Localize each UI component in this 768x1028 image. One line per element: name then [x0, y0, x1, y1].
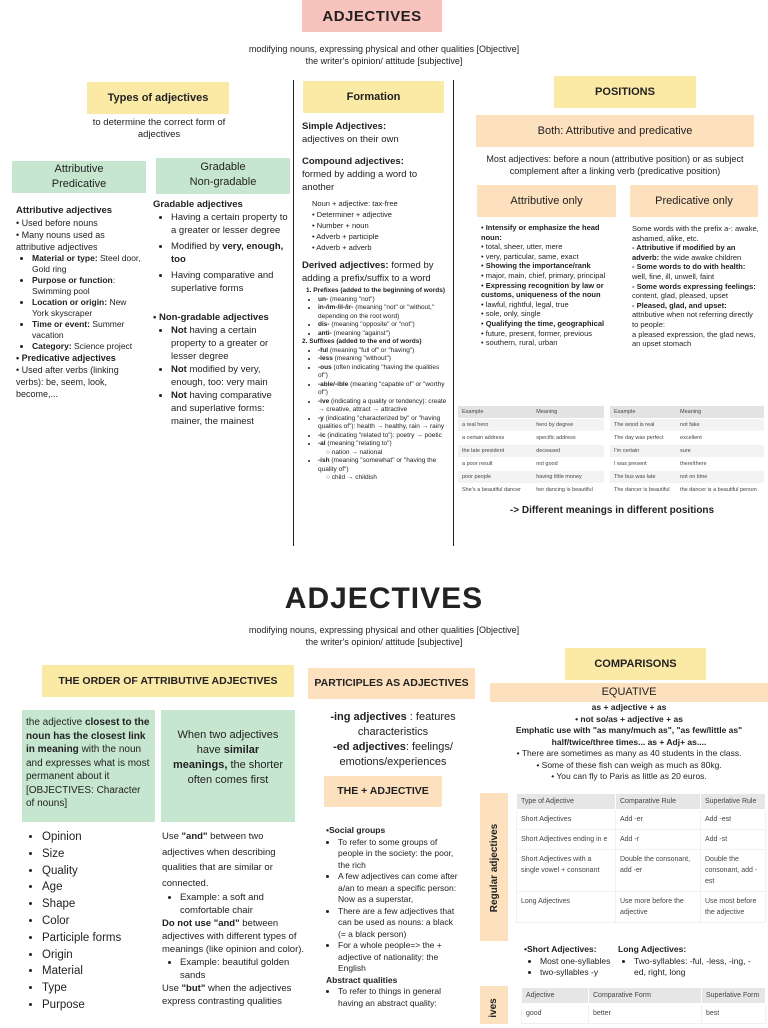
table-cell: the dancer is a beautiful person [676, 484, 764, 497]
second-page-title: ADJECTIVES [284, 582, 484, 615]
subtitle-line-2: the writer's opinion/ attitude [subjective] [305, 637, 463, 647]
compound-list [302, 198, 450, 253]
table-cell: not good [532, 458, 604, 471]
table-cell: The wood is real [610, 419, 676, 432]
prefix-item: • dis- (meaning "opposite" or "not") [318, 321, 450, 330]
table-cell: She's a beautiful dancer [458, 484, 532, 497]
not-and-example: • Example: beautiful golden sands [180, 956, 307, 982]
attributive-section [16, 205, 144, 400]
equative-example: • You can fly to Paris as little as 20 euros. [551, 771, 707, 781]
table-row [610, 458, 764, 471]
predicative-heading: • Predicative adjectives [16, 353, 116, 363]
order-item: • Quality [42, 863, 162, 880]
not-and-rule: Do not use "and" between adjectives with different types of meanings (like opinion and color). [162, 918, 305, 955]
table-cell: The bus was late [610, 471, 676, 484]
table-header-cell: Meaning [532, 406, 604, 419]
non-gradable-list [153, 324, 289, 428]
gradable-label-text: Gradable [200, 161, 246, 173]
attr-only-item: • Showing the importance/rank [481, 261, 591, 271]
order-item: • Origin [42, 947, 162, 964]
table-cell: hero by degree [532, 419, 604, 432]
subtitle-line-2: the writer's opinion/ attitude [subjective] [305, 56, 463, 66]
social-groups-list [326, 837, 462, 975]
not-and-example-list [162, 956, 307, 982]
pred-only-item: - Some words expressing feelings: content, glad, pleased, upset [632, 281, 756, 301]
equative-rule: as + adjective + as [591, 702, 667, 712]
table-header-cell: Superlative Rule [701, 794, 766, 810]
adjective-length-row [524, 944, 764, 979]
non-gradable-item: • Not having comparative and superlative forms: mainer, the mainest [171, 389, 289, 428]
order-item: • Purpose [42, 997, 162, 1014]
table-cell: I'm certain [610, 445, 676, 458]
the-adjective-section [326, 825, 462, 1009]
pred-only-intro: Some words with the prefix a-: awake, ashamed, alike, etc. [632, 224, 759, 243]
participles-header: PARTICIPLES AS ADJECTIVES [308, 668, 475, 699]
table-row [458, 419, 604, 432]
short-adjectives-note [524, 944, 618, 979]
table-row [458, 445, 604, 458]
suffix-item: • -able/-ible (meaning "capable of" or "worthy of") [318, 381, 450, 398]
attributive-item: • Used before nouns [16, 218, 98, 228]
attributive-label: Attributive [54, 163, 104, 175]
predicative-item: • Used after verbs (linking verbs): be, seem, look, become,... [16, 365, 119, 399]
table-header-cell: Superlative Form [702, 988, 766, 1004]
types-header: Types of adjectives [87, 82, 229, 114]
non-gradable-label-text: Non-gradable [189, 176, 257, 188]
attributive-predicative-label [12, 161, 146, 193]
attributive-subitem: • Time or event: Summer vacation [32, 319, 144, 341]
second-page-subtitle [150, 624, 618, 648]
attributive-subitem: • Category: Science project [32, 341, 144, 352]
table-cell: Add -st [701, 830, 766, 850]
suffix-item: • -y (indicating "characterized by" or "having qualities of"): health → healthy, rain → rainy [318, 415, 450, 432]
table-cell: the late president [458, 445, 532, 458]
long-adjectives-note [618, 944, 758, 979]
table-cell: sure [676, 445, 764, 458]
table-cell: The dancer is beautiful [610, 484, 676, 497]
compound-desc: formed by adding a word to another [302, 169, 418, 193]
table-cell: Add -er [616, 810, 701, 830]
social-groups-heading: •Social groups [326, 825, 386, 835]
table-header-row [517, 794, 766, 810]
equative-rule: Emphatic use with "as many/much as", "as few/little as" [515, 725, 743, 735]
social-item: • To refer to some groups of people in the society: the poor, the rich [338, 837, 462, 872]
regular-adjectives-label-text: Regular adjectives [489, 823, 500, 913]
gradable-heading: Gradable adjectives [153, 199, 243, 210]
suffix-heading: 2. Suffixes (added to the end of words) [302, 338, 422, 345]
participles-desc [318, 710, 468, 770]
attributive-sublist [16, 253, 144, 352]
types-description: to determine the correct form of adjectives [92, 117, 226, 140]
predicative-meaning-table [610, 406, 764, 497]
prefix-heading: 1. Prefixes (added to the beginning of words) [306, 287, 446, 294]
table-cell: Short Adjectives with a single vowel + consonant [517, 850, 616, 892]
table-cell: Use more before the adjective [616, 892, 701, 923]
simple-heading: Simple Adjectives: [302, 121, 387, 132]
attr-only-item: • southern, rural, urban [481, 338, 558, 348]
and-rule: Use "and" between two adjectives when describing qualities that are similar or connected. [162, 831, 276, 889]
order-item: • Shape [42, 896, 162, 913]
attr-only-item: • very, particular, same, exact [481, 251, 579, 261]
both-positions-desc: Most adjectives: before a noun (attributive position) or as subject complement after a linking verb (predicative position) [486, 154, 744, 176]
formation-section [302, 120, 450, 483]
suffix-item: • -ic (indicating "related to"): poetry → poetic [318, 432, 450, 441]
table-cell: there/there [676, 458, 764, 471]
similar-meaning-box: When two adjectives have similar meanings, the shorter often comes first [161, 710, 295, 822]
suffix-item: • -al (meaning "relating to") ○ nation → national [318, 440, 450, 457]
closest-noun-box: the adjective closest to the noun has the closest link in meaning with the noun and expresses what is most permanent about it [OBJECTIVES: Character of nouns] [22, 710, 155, 822]
order-header: THE ORDER OF ATTRIBUTIVE ADJECTIVES [42, 665, 294, 697]
table-cell: deceased [532, 445, 604, 458]
table-cell: having little money [532, 471, 604, 484]
order-item: • Opinion [42, 829, 162, 846]
table-cell: excellent [676, 432, 764, 445]
social-item: • A few adjectives can come after a/an to mean a specific person: Now as a superstar, [338, 871, 462, 906]
positions-header: POSITIONS [554, 76, 696, 108]
attr-only-item: • total, sheer, utter, mere [481, 242, 563, 252]
attributive-only-box: Attributive only [477, 185, 616, 217]
table-header-cell: Example [458, 406, 532, 419]
affix-list [302, 287, 450, 483]
table-row [610, 419, 764, 432]
equative-header: EQUATIVE [490, 683, 768, 702]
gradable-item: • Having a certain property to a greater or lesser degree [171, 211, 289, 237]
table-cell: not fake [676, 419, 764, 432]
suffix-example: ○ child → childish [326, 474, 377, 481]
predicative-only-box: Predicative only [630, 185, 758, 217]
table-cell: Long Adjectives [517, 892, 616, 923]
attributive-subitem: • Material or type: Steel door, Gold ring [32, 253, 144, 275]
table-header-row [458, 406, 604, 419]
and-usage-section [162, 829, 307, 1008]
table-cell: Add -r [616, 830, 701, 850]
but-rule: Use "but" when the adjectives express contrasting qualities [162, 983, 292, 1007]
table-row [458, 432, 604, 445]
attr-only-item: • sole, only, single [481, 309, 541, 319]
suffix-item: • -less (meaning "without") [318, 355, 450, 364]
comparisons-header: COMPARISONS [565, 648, 706, 680]
formation-header: Formation [303, 81, 444, 113]
order-item: • Material [42, 963, 162, 980]
attributive-item: • Many nouns used as attributive adjectives [16, 230, 105, 252]
social-item: • For a whole people=> the + adjective of nationality: the English [338, 940, 462, 975]
short-adjectives-heading: •Short Adjectives: [524, 944, 597, 954]
attr-only-item: • Intensify or emphasize the head noun: [481, 223, 600, 242]
adjective-length-notes [524, 944, 764, 979]
table-cell: poor people [458, 471, 532, 484]
pred-only-item: - Attributive if modified by an adverb: the wide awake children [632, 243, 742, 262]
table-cell: Use most before the adjective [701, 892, 766, 923]
attr-only-item: • lawful, rightful, legal, true [481, 299, 569, 309]
table-cell: I was present [610, 458, 676, 471]
table-cell: not on time [676, 471, 764, 484]
table-cell: best [702, 1004, 766, 1024]
order-item: • Size [42, 846, 162, 863]
suffix-list [302, 347, 450, 483]
table-row [610, 471, 764, 484]
page-subtitle [150, 43, 618, 67]
predicative-label: Predicative [51, 178, 107, 190]
table-row [517, 810, 766, 830]
equative-example: • Some of these fish can weigh as much as 80kg. [536, 759, 722, 770]
subtitle-line-1: modifying nouns, expressing physical and other qualities [Objective] [248, 44, 520, 54]
non-gradable-item: • Not having a certain property to a greater or lesser degree [171, 324, 289, 363]
equative-rules [490, 702, 768, 783]
prefix-list [302, 296, 450, 339]
column-divider [293, 80, 294, 546]
table-row [458, 458, 604, 471]
both-positions-box: Both: Attributive and predicative [476, 115, 754, 147]
suffix-item: • -ous (often indicating "having the qualities of") [318, 364, 450, 381]
predicative-only-list [632, 224, 760, 349]
abstract-list [326, 986, 462, 1009]
gradable-item: • Having comparative and superlative forms [171, 269, 289, 295]
table-cell: Double the consonant, add -er [616, 850, 701, 892]
table-header-cell: Adjective [522, 988, 589, 1004]
table-header-cell: Comparative Form [589, 988, 702, 1004]
non-gradable-heading: • Non-gradable adjectives [153, 312, 269, 323]
table-row [458, 471, 604, 484]
attributive-subitem: • Purpose or function: Swimming pool [32, 275, 144, 297]
non-gradable-item: • Not modified by very, enough, too: very main [171, 363, 289, 389]
equative-rule: • not so/as + adjective + as [575, 713, 683, 724]
gradable-item: • Modified by very, enough, too [171, 240, 289, 266]
simple-desc: adjectives on their own [302, 134, 399, 145]
table-header-row [522, 988, 766, 1004]
table-cell: Double the consonant, add -est [701, 850, 766, 892]
table-row [610, 445, 764, 458]
order-list [30, 829, 162, 1014]
prefix-item: • un- (meaning "not") [318, 296, 450, 305]
positions-footer: -> Different meanings in different positions [509, 505, 715, 516]
prefix-item: • anti- (meaning "against") [318, 330, 450, 339]
table-cell: a poor result [458, 458, 532, 471]
table-header-cell: Type of Adjective [517, 794, 616, 810]
regular-adjectives-table [516, 793, 766, 923]
pred-only-item: - Some words to do with health: well, fine, ill, unwell, faint [632, 262, 746, 281]
compound-item: • Adverb + participle [312, 232, 379, 241]
table-cell: The day was perfect [610, 432, 676, 445]
table-row [522, 1004, 766, 1024]
ed-adjectives: -ed adjectives: feelings/ emotions/experiences [333, 741, 453, 768]
order-item: • Type [42, 980, 162, 997]
and-example-list [162, 891, 307, 917]
ing-adjectives: -ing adjectives : features characteristics [330, 711, 456, 738]
table-cell: a real hero [458, 419, 532, 432]
table-header-cell: Example [610, 406, 676, 419]
table-row [610, 432, 764, 445]
long-adjectives-heading: Long Adjectives: [618, 944, 687, 954]
table-cell: her dancing is beautiful [532, 484, 604, 497]
pred-only-item: a pleased expression, the glad news, an upset stomach [632, 329, 756, 349]
table-header-row [610, 406, 764, 419]
order-item: • Participle forms [42, 930, 162, 947]
short-adjectives-list [524, 956, 618, 979]
attr-only-item: • major, main, chief, primary, principal [481, 270, 606, 280]
social-item: • There are a few adjectives that can be used as nouns: a black (= a black person) [338, 906, 462, 941]
derived-line: Derived adjectives: formed by adding a prefix/suffix to a word [302, 260, 434, 284]
table-row [610, 484, 764, 497]
irregular-adjectives-label-text: ives [488, 998, 499, 1018]
table-cell: specific address [532, 432, 604, 445]
table-cell: a certain address [458, 432, 532, 445]
suffix-item: • -ish (meaning "somewhat" or "having the quality of") ○ child → childish [318, 457, 450, 483]
equative-example: • There are sometimes as many as 40 students in the class. [516, 748, 742, 758]
attributive-only-list [481, 223, 621, 348]
the-adjective-header: THE + ADJECTIVE [324, 776, 442, 807]
suffix-item: • -ful (meaning "full of" or "having") [318, 347, 450, 356]
long-adjective-item: • Two-syllables: -ful, -less, -ing, -ed, right, long [634, 956, 758, 979]
table-cell: good [522, 1004, 589, 1024]
abstract-heading: Abstract qualities [326, 974, 398, 985]
compound-heading: Compound adjectives: [302, 156, 404, 167]
attr-only-item: • Qualifying the time, geographical [481, 318, 605, 328]
table-row [517, 830, 766, 850]
table-row [458, 484, 604, 497]
table-cell: Short Adjectives ending in e [517, 830, 616, 850]
long-adjectives-list [618, 956, 758, 979]
table-header-cell: Comparative Rule [616, 794, 701, 810]
compound-item: • Number + noun [312, 221, 369, 230]
table-cell: better [589, 1004, 702, 1024]
attr-only-item: • future, present, former, previous [481, 328, 593, 338]
table-row [517, 892, 766, 923]
compound-item: • Determiner + adjective [312, 210, 392, 219]
gradable-label [156, 158, 290, 194]
short-adjective-item: • Most one-syllables [540, 956, 618, 968]
subtitle-line-1: modifying nouns, expressing physical and other qualities [Objective] [248, 625, 520, 635]
abstract-item: • To refer to things in general having an abstract quality: [338, 986, 462, 1009]
gradable-list [153, 211, 289, 295]
table-header-cell: Meaning [676, 406, 764, 419]
prefix-item: • in-/im-/il-/ir- (meaning "not" or "without," depending on the root word) [318, 304, 450, 321]
page-title: ADJECTIVES [302, 0, 442, 32]
equative-rule: half/twice/three times... as + Adj+ as.... [551, 736, 707, 747]
compound-item: Noun + adjective: tax-free [312, 199, 398, 208]
attributive-subitem: • Location or origin: New York skyscraper [32, 297, 144, 319]
table-row [517, 850, 766, 892]
suffix-item: • -ive (indicating a quality or tendency): create → creative, attract → attractive [318, 398, 450, 415]
order-item: • Color [42, 913, 162, 930]
gradable-section [153, 198, 289, 428]
attributive-heading: Attributive adjectives [16, 205, 113, 216]
pred-only-item: - Pleased, glad, and upset: attributive when not referring directly to people: [632, 300, 753, 329]
compound-item: • Adverb + adverb [312, 243, 372, 252]
attributive-meaning-table [458, 406, 604, 497]
order-item: • Age [42, 879, 162, 896]
irregular-adjectives-table [521, 987, 766, 1024]
column-divider [453, 80, 454, 546]
suffix-example: ○ nation → national [326, 448, 383, 456]
table-cell: Add -est [701, 810, 766, 830]
short-adjective-item: • two-syllables -y [540, 967, 618, 979]
table-cell: Short Adjectives [517, 810, 616, 830]
attr-only-item: • Expressing recognition by law or customs, uniqueness of the noun [481, 280, 604, 300]
and-example: • Example: a soft and comfortable chair [180, 891, 307, 917]
